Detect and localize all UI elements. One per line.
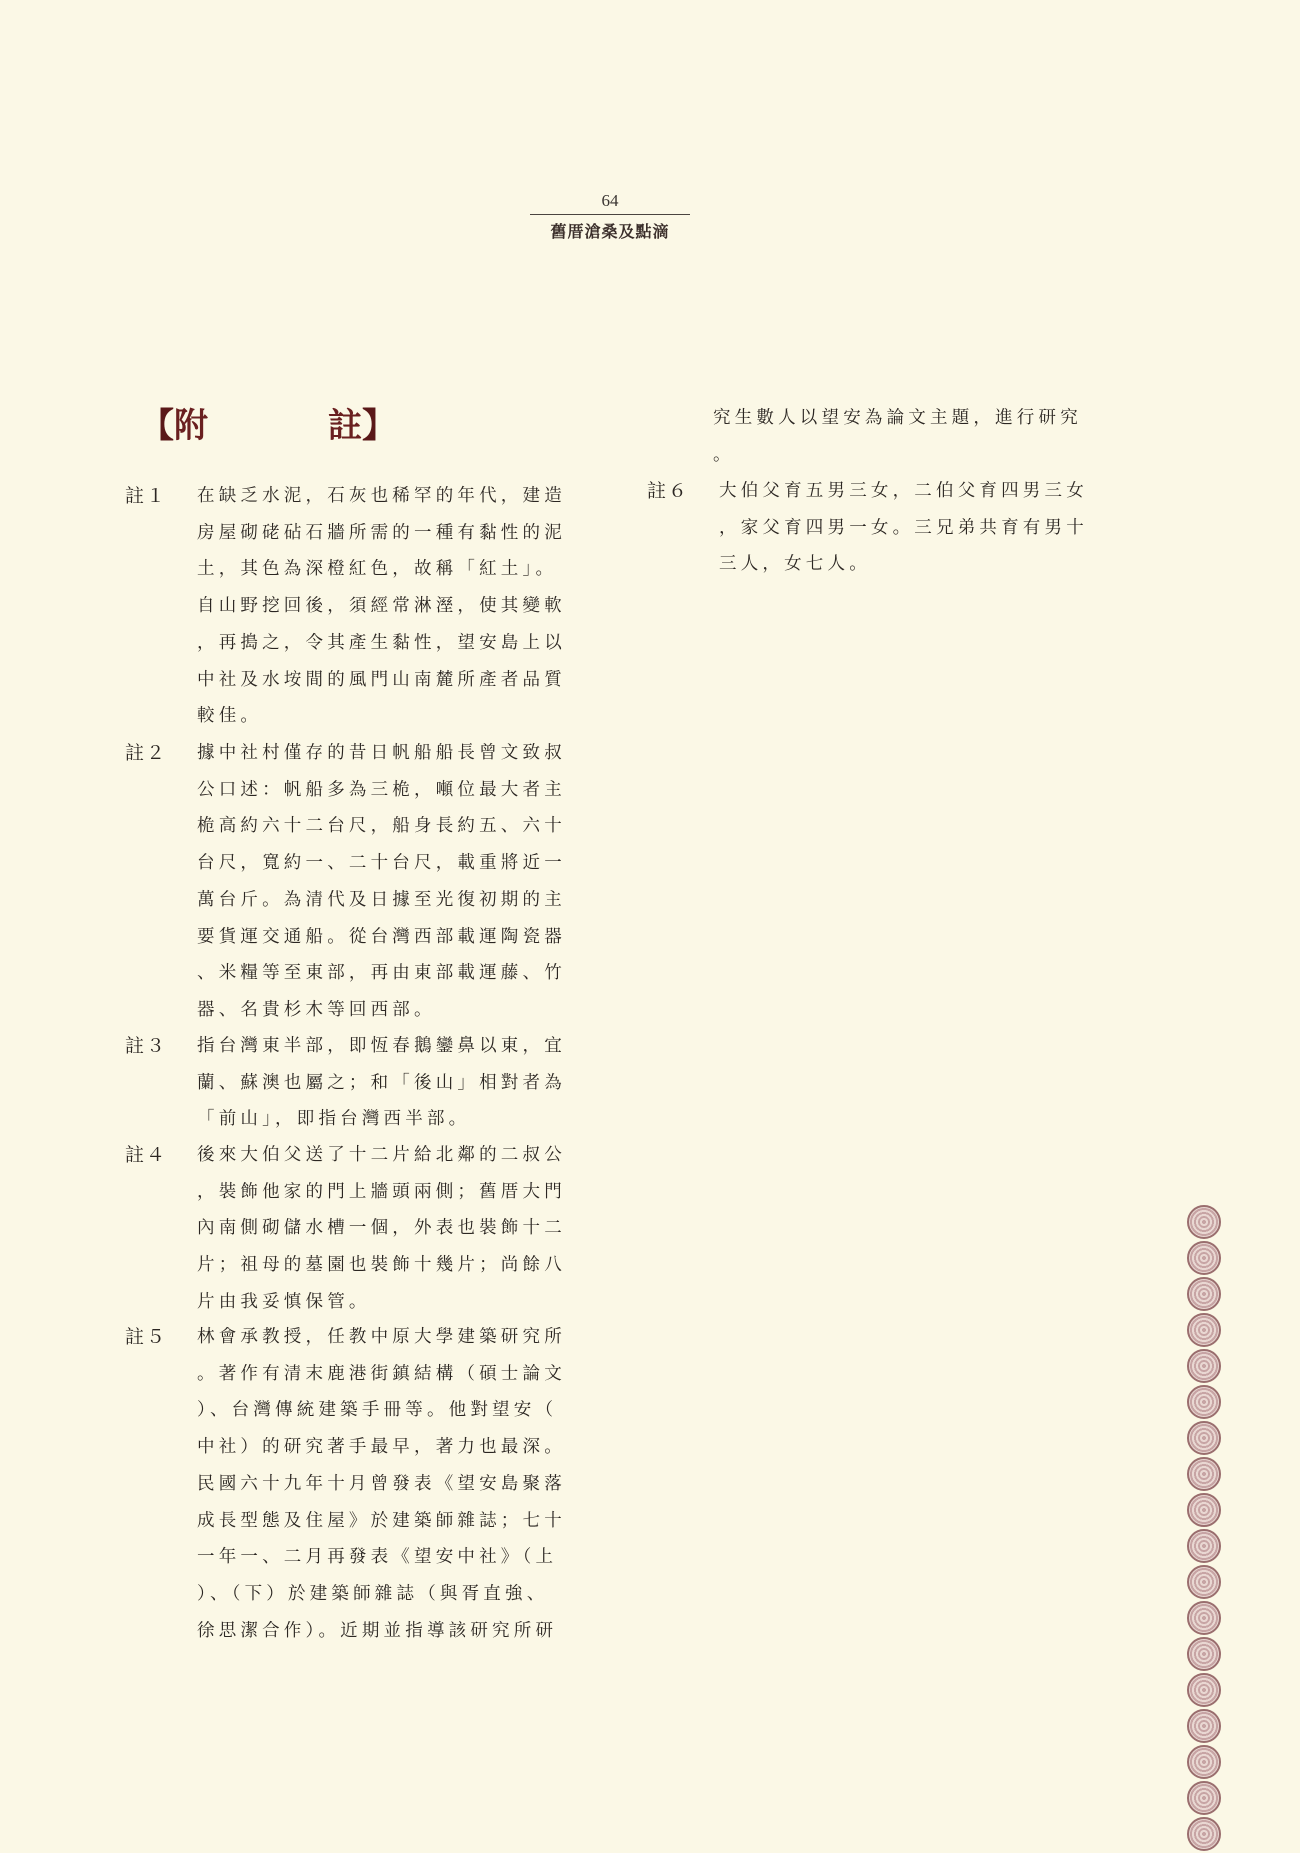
heading-word-1: 附 bbox=[174, 406, 208, 446]
seal-ornament-icon bbox=[1187, 1817, 1221, 1851]
decorative-seal-column bbox=[1187, 1205, 1223, 1853]
note-label: 註５ bbox=[125, 1326, 168, 1348]
seal-ornament-icon bbox=[1187, 1421, 1221, 1455]
heading-open-bracket: 【 bbox=[140, 406, 174, 446]
note-3 bbox=[125, 1028, 570, 1138]
page-header bbox=[530, 190, 690, 242]
note-label: 註４ bbox=[125, 1144, 168, 1166]
note-text: 指台灣東半部，即恆春鵝鑾鼻以東，宜 蘭、蘇澳也屬之；和「後山」相對者為 「前山」，即指台灣西半部。 bbox=[197, 1036, 566, 1130]
note-1 bbox=[125, 478, 570, 735]
seal-ornament-icon bbox=[1187, 1709, 1221, 1743]
notes-heading bbox=[140, 398, 396, 447]
seal-ornament-icon bbox=[1187, 1385, 1221, 1419]
seal-ornament-icon bbox=[1187, 1205, 1221, 1239]
seal-ornament-icon bbox=[1187, 1493, 1221, 1527]
seal-ornament-icon bbox=[1187, 1313, 1221, 1347]
heading-close-bracket: 】 bbox=[362, 406, 396, 446]
seal-ornament-icon bbox=[1187, 1529, 1221, 1563]
seal-ornament-icon bbox=[1187, 1457, 1221, 1491]
note-label: 註６ bbox=[647, 480, 690, 502]
running-title: 舊厝滄桑及點滴 bbox=[550, 222, 670, 241]
seal-ornament-icon bbox=[1187, 1745, 1221, 1779]
heading-word-2: 註 bbox=[328, 406, 362, 446]
seal-ornament-icon bbox=[1187, 1637, 1221, 1671]
note-text: 在缺乏水泥，石灰也稀罕的年代，建造 房屋砌硓砧石牆所需的一種有黏性的泥 土，其色為深橙紅色，故稱「紅土」。 自山野挖回後，須經常淋溼，使其變軟 ，再搗之，令其產生黏性，望安島上以 中社及水垵間的風門山南麓所產者品質 較佳。 bbox=[197, 486, 566, 727]
note-text: 據中社村僅存的昔日帆船船長曾文致叔 公口述：帆船多為三桅，噸位最大者主 桅高約六十二台尺，船身長約五、六十 台尺，寬約一、二十台尺，載重將近一 萬台斤。為清代及日據至光復初期的主 要貨運交通船。從台灣西部載運陶瓷器 、米糧等至東部，再由東部載運藤、竹 器、名貴杉木等回西部。 bbox=[197, 743, 566, 1020]
note-label: 註３ bbox=[125, 1035, 168, 1057]
note-6 bbox=[647, 473, 1113, 583]
note-label: 註１ bbox=[125, 485, 168, 507]
note-5-continuation: 究生數人以望安為論文主題，進行研究 。 bbox=[713, 408, 1082, 465]
note-text: 林會承教授，任教中原大學建築研究所 。著作有清末鹿港街鎮結構（碩士論文 ）、台灣傳統建築手冊等。他對望安（ 中社）的研究著手最早，著力也最深。 民國六十九年十月曾發表《望安島聚落 成長型態及住屋》於建築師雜誌；七十 一年一、二月再發表《望安中社》（上 ）、（下）於建築師雜誌（與胥直強、 徐思潔合作）。近期並指導該研究所研 bbox=[197, 1327, 566, 1641]
seal-ornament-icon bbox=[1187, 1241, 1221, 1275]
seal-ornament-icon bbox=[1187, 1601, 1221, 1635]
seal-ornament-icon bbox=[1187, 1349, 1221, 1383]
seal-ornament-icon bbox=[1187, 1277, 1221, 1311]
note-text: 後來大伯父送了十二片給北鄰的二叔公 ，裝飾他家的門上牆頭兩側；舊厝大門 內南側砌儲水槽一個，外表也裝飾十二 片；祖母的墓園也裝飾十幾片；尚餘八 片由我妥慎保管。 bbox=[197, 1145, 566, 1312]
note-2 bbox=[125, 735, 570, 1029]
seal-ornament-icon bbox=[1187, 1673, 1221, 1707]
note-label: 註２ bbox=[125, 742, 168, 764]
note-text: 大伯父育五男三女，二伯父育四男三女 ，家父育四男一女。三兄弟共育有男十 三人，女七人。 bbox=[719, 481, 1088, 575]
note-4 bbox=[125, 1137, 570, 1321]
seal-ornament-icon bbox=[1187, 1565, 1221, 1599]
page-number: 64 bbox=[530, 190, 690, 215]
seal-ornament-icon bbox=[1187, 1781, 1221, 1815]
note-5 bbox=[125, 1319, 570, 1649]
